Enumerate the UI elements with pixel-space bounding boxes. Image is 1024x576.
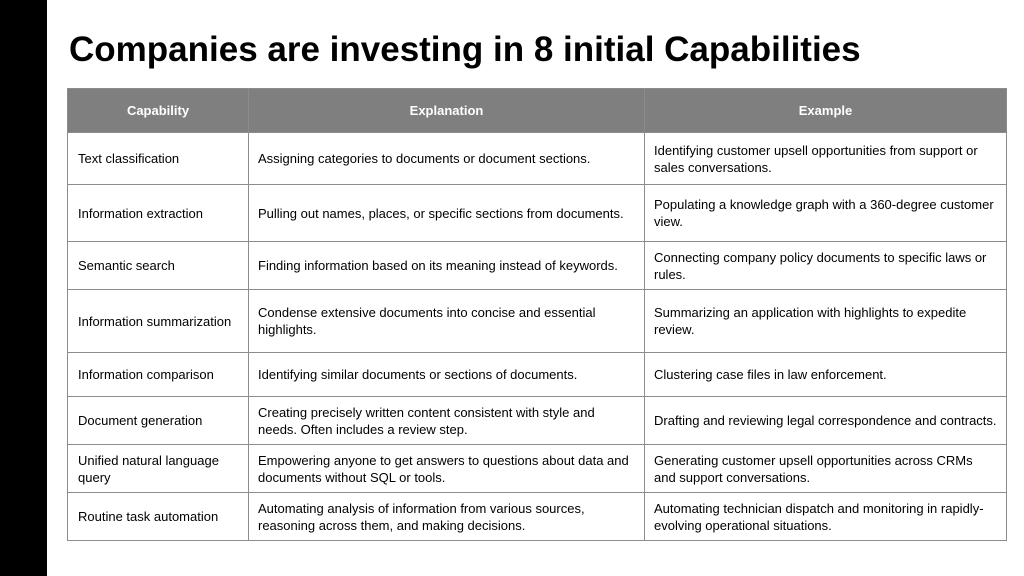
- cell-explanation: Empowering anyone to get answers to questions about data and documents without SQL or tools.: [249, 445, 645, 493]
- slide-title: Companies are investing in 8 initial Capabilities: [69, 30, 861, 69]
- cell-explanation: Pulling out names, places, or specific sections from documents.: [249, 185, 645, 242]
- table-row: [68, 290, 1007, 353]
- header-example: Example: [645, 89, 1007, 133]
- cell-explanation: Automating analysis of information from various sources, reasoning across them, and making decisions.: [249, 493, 645, 541]
- cell-example: Populating a knowledge graph with a 360-degree customer view.: [645, 185, 1007, 242]
- cell-explanation: Assigning categories to documents or document sections.: [249, 133, 645, 185]
- cell-example: Summarizing an application with highlights to expedite review.: [645, 290, 1007, 353]
- cell-capability: Information summarization: [68, 290, 249, 353]
- table-row: [68, 353, 1007, 397]
- cell-capability: Information comparison: [68, 353, 249, 397]
- table-row: [68, 397, 1007, 445]
- table-row: [68, 242, 1007, 290]
- cell-capability: Information extraction: [68, 185, 249, 242]
- table-row: [68, 445, 1007, 493]
- cell-example: Generating customer upsell opportunities across CRMs and support conversations.: [645, 445, 1007, 493]
- cell-example: Connecting company policy documents to specific laws or rules.: [645, 242, 1007, 290]
- cell-capability: Semantic search: [68, 242, 249, 290]
- capabilities-table: [67, 88, 1007, 541]
- cell-example: Drafting and reviewing legal correspondence and contracts.: [645, 397, 1007, 445]
- cell-explanation: Finding information based on its meaning instead of keywords.: [249, 242, 645, 290]
- cell-explanation: Condense extensive documents into concise and essential highlights.: [249, 290, 645, 353]
- header-capability: Capability: [68, 89, 249, 133]
- left-accent-bar: [0, 0, 47, 576]
- cell-capability: Unified natural language query: [68, 445, 249, 493]
- table-row: [68, 493, 1007, 541]
- cell-explanation: Creating precisely written content consistent with style and needs. Often includes a review step.: [249, 397, 645, 445]
- cell-example: Identifying customer upsell opportunities from support or sales conversations.: [645, 133, 1007, 185]
- header-explanation: Explanation: [249, 89, 645, 133]
- cell-explanation: Identifying similar documents or sections of documents.: [249, 353, 645, 397]
- table-row: [68, 133, 1007, 185]
- cell-example: Clustering case files in law enforcement.: [645, 353, 1007, 397]
- cell-capability: Text classification: [68, 133, 249, 185]
- cell-capability: Document generation: [68, 397, 249, 445]
- table-header-row: [68, 89, 1007, 133]
- table-row: [68, 185, 1007, 242]
- cell-capability: Routine task automation: [68, 493, 249, 541]
- cell-example: Automating technician dispatch and monitoring in rapidly-evolving operational situations.: [645, 493, 1007, 541]
